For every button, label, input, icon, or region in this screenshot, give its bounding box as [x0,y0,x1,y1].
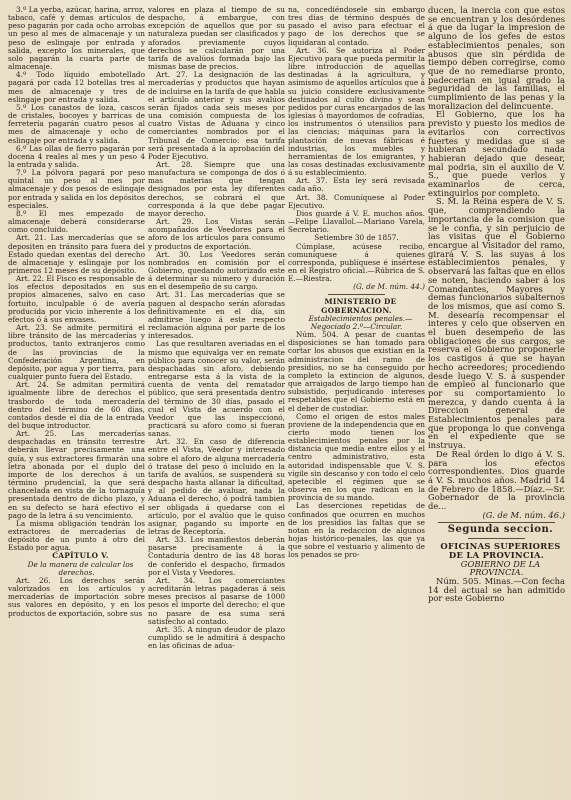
paragraph: Art. 34. Los comerciantes acreditarán letras pagaderas á seis meses precisos al pasarse de 1000 pesos el importe del derecho; el que no pasare de esa suma será satisfecho al contado. [148,575,285,626]
paragraph: S. M. la Reina espera de V. S. que, comprendiendo la importancia de la comision que se le confia, y sin perjuicio de las visitas que el Gobierno encargue al Visitador del ramo, girará V. S. las suyas á los establecimientos penales, y observará las faltas que en ellos se noten, haciendo saber á los Comandantes, Mayores y demas funcionarios subalternos de los mismos, que así como S. M. desearía recompensar el interes y celo que observen en el buen desempeño de las obligaciones de sus cargos, se reserva el Gobierno proponerle los castigos á que se hayan hecho acreedores; procediendo desde luego V. S. á suspender de empleo al funcionario que por su comportamiento lo merezca, y dando cuenta á la Direccion general de Establecimientos penales para que proponga lo que convenga en el expediente que se instruya. [428,196,565,451]
paragraph: Art. 33. Los manifiestos deberán pasarse precisamente á la Contaduría dentro de las 48 horas de conferido el despacho, firmados por el Vista y Veedores. [148,535,285,577]
paragraph: Art. 23. Se admite permitirá el libre tránsito de las mercaderías y productos, tanto extranjeros como de las provincias de la Confederación Argentina, en depósito, por agua y por tierra, para cualquier punto fuera del Estado. [8,323,145,382]
paragraph: Art. 21. Las mercaderías que se depositen en tránsito para fuera del Estado quedan exentas del derecho de almacenaje y eslingaje por los primeros 12 meses de su depósito. [8,233,145,275]
chapter-subheading: De la manera de calcular los derechos. [27,559,134,577]
paragraph: La misma obligación tendrán los extractores de mercaderías de depósito de un punto á otro del Estado por agua. [8,518,145,553]
column-2 [148,6,285,800]
paragraph: 4.º Todo líquido embotellado pagará por cada 12 botellas tres al mes de almacenaje y tres de eslingaje por entrada y salida. [8,70,145,104]
column-4 [428,6,565,800]
decree: Cúmplase, acúsese recibo, comuníquese á quienes corresponda, publíquese é insértese en el Registro oficial.—Rúbrica de S. E.—Riestra. [288,241,425,284]
paragraph: 3.º La yerba, azúcar, harina, arroz, tabaco, café y demas artículos de peso pagarán por cada ocho arrobas un peso al mes de almacenaje y un peso de eslingaje por entrada y salida, excepto los minerales, que solo pagarán la cuarta parte de almacenaje. [8,6,145,72]
section-heading: Segunda seccion. [447,524,554,536]
paragraph: Art. 26. Los derechos serán valorizados en los artículos y mercaderías de importación sobre sus valores en depósito, y en los productos de exportación, sobre sus [8,575,145,618]
source-citation: (G. de M. núm. 46.) [482,509,565,520]
paragraph: Art. 29. Los Vistas serán acompañados de Veedores para el aforo de los artículos para consumo y productos de exportación. [148,217,285,251]
paragraph: Art. 27. La designación de las mercaderías y productos que hayan de incluirse en la tarifa de que habla el artículo anterior y sus avalúos serán fijados cada seis meses por una comisión compuesta de los cuatro Vistas de Aduana y cinco comerciantes nombrados por el Tribunal de Comercio: esa tarifa será presentada á la aprobación del Poder Ejecutivo. [148,70,285,161]
paragraph: Como el origen de estos males proviene de la independencia que en cierto modo tienen los establecimientos penales por la distancia que media entre ellos y el centro administrativo, esta autoridad indispensable que V. S. vigile sin descanso y con todo el celo apetecible el régimen que se observa en los que radican en la provincia de su mando. [288,411,425,503]
paragraph: na, concediéndosele sin embargo tres días de término después de pasado el aviso para efectuar el pago de los derechos que se liquidaran al contado. [288,6,425,47]
paragraph: Art. 28. Siempre que una manufactura se componga de dos ó mas materias que tengan designados por esta ley diferentes derechos, se cobrará el que corresponda á la que debe pagar mayor derecho. [148,159,285,218]
paragraph: valores en plaza al tiempo de su despacho, á embargue, con excepción de aquellos que por su naturaleza puedan ser clasificados y aforados previamente cuyos derechos se calcularán por una tarifa de avalúos formada bajo las mismas base de precios. [148,6,285,72]
paragraph: Art. 37. Esta ley será revisada cada año. [288,176,425,194]
paragraph: Núm. 504. A pesar de cuantas disposiciones se han tomado para cortar los abusos que existian en la administracion del ramo de presidios, no se ha conseguido por completo la extincion de algunos, que arraigados de largo tiempo han subsistido, perjudicando intereses respetables que el Gobierno está en el deber de custodiar. [288,330,425,413]
paragraph: El Gobierno, que los ha previsto y puesto los medios de evitarlos con correctivos fuertes y medidas que si se hubieran secundado nada habieran dejado que desear, mal podria, sin el auxilio de V. S., que puede verlos y examinarlos de cerca, extinguirlos por completo. [428,109,565,198]
paragraph: Art. 25. Las mercaderías despachadas en tránsito terrestre deberán llevar precisamente una guía, y sus extractores firmarán una letra abonada por el duplo del importe de los derechos á un término prudencial, la que será chancelada en vista de la tornaguía presentada dentro de dicho plazo, y en su defecto se hará efectivo el pago de la letra á su vencimiento. [8,429,145,520]
chapter-heading: CAPÍTULO V. [52,551,109,561]
paragraph: ducen, la inercia con que estos se encuentran y los desórdenes á que da lugar la impresion de alguno de los gefes de estos establecimientos penales, son abusos que sin pérdida de tiempo deben corregirse, como que de no remediarse pronto, padecerian en igual grado la seguridad de las familias, el cumplimiento de las penas y la moralizacion del delincuente. [428,6,565,111]
paragraph: De Real órden lo digo á V. S. para los efectos correspondientes. Dios guarde á V. S. muchos años. Madrid 14 de Febrero de 1858.—Díaz.—Sr. Gobernador de la provincia de... [428,448,565,512]
paragraph: Las deserciones repetidas de confinados que ocurren en muchos de los presidios las faltas que se notan en la redaccion de algunos hojas histórico-penales, las que ya que sobre el vestuario y alimento de los penados se pro- [288,501,425,560]
paragraph: 5.º Los canastos de loza, cascos de cristales, bocoyes y barricas de ferretería pagarán cuatro pesos al mes de almacenaje y ocho de eslingaje por entrada y salida. [8,102,145,145]
section-subheading: Establecimientos penales.—Negociado 2.º—Circular. [308,313,413,331]
paragraph: Art. 35. A ningun deudor de plazo cumplido se le admitirá á despacho en las oficinas de adua- [148,624,285,651]
paragraph: 8.º El mes empezado de almacenaje deberá considerarse como concluido. [8,208,145,235]
columns [8,6,565,800]
paragraph: Las que resultaren averiadas en el mismo que equivalga ver en remate público para conocer su valor, serán despachadas sin aforo, debiendo entregarse esta á la vista de la cuenta de venta del rematador público, que será presentada dentro del término de 30 días, pasado el cual el Vista de acuerdo con el Veedor que las inspeccionó, practicará su aforo como si fueran sanas. [148,339,285,439]
ministry-heading: MINISTERIO DE GOBERNACION. [321,297,397,315]
column-3 [288,6,425,800]
paragraph: Art. 32. En caso de diferencia entre el Vista, Veedor y interesado sobre el aforo de alguna mercadería ó tratase del peso ó incluido en la tarifa de avalúos, se suspenderá su despacho hasta allanar la dificultad, y al pedido de avaluar, nada la Aduana el derecho, ó podrá tambien ser obligada á quedarse con el artículo, por el avalúo que le quiso asignar, pagando su importe en letras de Receptoría. [148,437,285,536]
paragraph: Art. 22. El Fisco es responsable de los efectos depositados en sus propios almacenes, salvo en caso fortuito, inculpable ó de avería producida por vicio inherente á los efectos ó á sus envases. [8,274,145,324]
paragraph: Núm. 505. Minas.—Con fecha 14 del actual se han admitido por este Gobierno [428,576,565,604]
source-citation: (G. de M. núm. 44.) [353,282,425,292]
offices-heading: OFICINAS SUPERIORES DE LA PROVINCIA. [440,541,561,560]
closing: Dios guarde á V. E. muchos años.—Felipe Llavallol.—Mariano Varela, Secretario. [288,208,425,235]
paragraph: Art. 38. Comuníquese al Poder Ejecutivo. [288,192,425,210]
paragraph: Art. 36. Se autoriza al Poder Ejecutivo para que pueda permitir la libre introducción de aquellas destinadas á la agricultura, y asimismo de aquellos artículos que á su juicio considere exclusivamente destinados al culto divino y sean pedidos por curas encargados de las iglesias ó mayordomos de cofradías, los instrumentos ó utensilios para las ciencias; máquinas para la plantación de nuevas fábricas é industrias, los muebles y herramientas de los emigrantes, y las cosas destinadas exclusivamente á su establecimiento. [288,45,425,178]
column-1 [8,6,145,800]
divider [438,522,555,523]
paragraph: Art. 30. Los Veedores serán nombrados en comisión por el Gobierno, quedando autorizado este á determinar su número y duración en el desempeño de su cargo. [148,249,285,292]
paragraph: Art. 24. Se admitan permitirá igualmente libre de derechos el trasbordo de toda mercadería dentro del término de 60 días, contados desde el día de la entrada del buque introductor. [8,380,145,430]
divider [468,538,525,539]
divider [328,294,385,295]
paragraph: 7.º La pólvora pagará por peso quintal un peso al mes por almacenaje y dos pesos de eslingaje por entrada y salida en los depósitos especiales. [8,168,145,210]
date-line: Setiembre 30 de 1857. [314,233,399,243]
paragraph: Art. 31. Las mercaderías que se paguen al despacho serán aforadas definitivamente en el día, sin admitirse luego á este respecto reclamación alguna por parte de los interesados. [148,290,285,341]
government-subheading: GOBIERNO DE LA PROVINCIA. [460,558,541,578]
paragraph: 6.º Las ollas de fierro pagarán por docena 4 reales al mes y un peso 4 la entrada y salida. [8,143,145,169]
